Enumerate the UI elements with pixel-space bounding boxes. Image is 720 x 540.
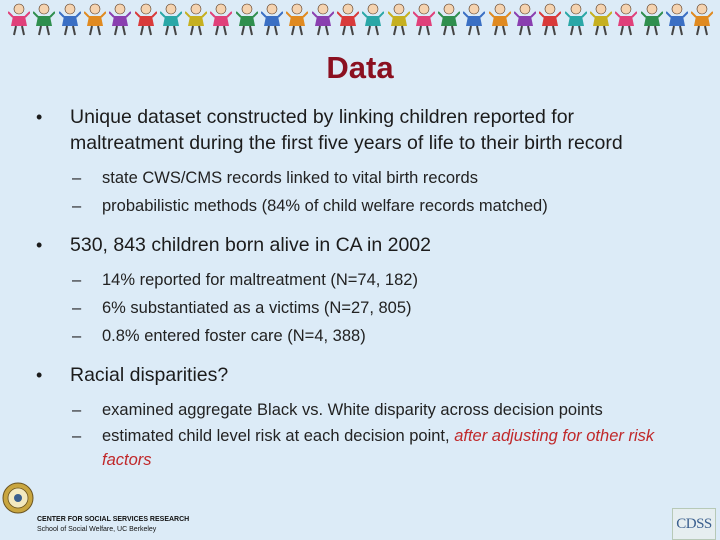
sub-bullet-item: – examined aggregate Black vs. White disparity across decision points	[30, 396, 690, 424]
bullet-item	[30, 232, 690, 258]
child-figure-icon	[261, 2, 283, 36]
child-figure-icon	[590, 2, 612, 36]
child-figure-icon	[160, 2, 182, 36]
sub-bullet-item: – 14% reported for maltreatment (N=74, 182)	[30, 266, 690, 294]
child-figure-icon	[135, 2, 157, 36]
bullet-dot-icon: •	[36, 107, 43, 127]
dash-icon: –	[72, 197, 82, 215]
child-figure-icon	[565, 2, 587, 36]
child-figure-icon	[33, 2, 55, 36]
cdss-logo: CDSS	[672, 508, 716, 540]
child-figure-icon	[489, 2, 511, 36]
slide-content	[30, 104, 690, 472]
child-figure-icon	[236, 2, 258, 36]
child-figure-icon	[337, 2, 359, 36]
bullet-dot-icon: •	[36, 235, 43, 255]
child-figure-icon	[59, 2, 81, 36]
decorative-children-banner	[0, 0, 720, 40]
sub-bullet-item: – 0.8% entered foster care (N=4, 388)	[30, 322, 690, 350]
bullet-text: Unique dataset constructed by linking children reported for maltreatment during the first five years of life to their birth record	[70, 106, 623, 154]
emphasized-text: after adjusting for other risk factors	[102, 427, 655, 469]
child-figure-icon	[438, 2, 460, 36]
child-figure-icon	[8, 2, 30, 36]
child-figure-icon	[362, 2, 384, 36]
dash-icon: –	[72, 327, 82, 345]
bullet-item	[30, 104, 690, 156]
dash-icon: –	[72, 401, 82, 419]
sub-bullet-item: – estimated child level risk at each decision point, after adjusting for other risk factors	[30, 424, 690, 472]
bullet-item	[30, 362, 690, 388]
child-figure-icon	[514, 2, 536, 36]
child-figure-icon	[463, 2, 485, 36]
child-figure-icon	[84, 2, 106, 36]
sub-bullet-item: – 6% substantiated as a victims (N=27, 805)	[30, 294, 690, 322]
child-figure-icon	[691, 2, 713, 36]
university-seal-icon	[2, 482, 34, 514]
child-figure-icon	[109, 2, 131, 36]
dash-icon: –	[72, 299, 82, 317]
dash-icon: –	[72, 271, 82, 289]
child-figure-icon	[286, 2, 308, 36]
child-figure-icon	[413, 2, 435, 36]
sub-bullet-item: – state CWS/CMS records linked to vital birth records	[30, 164, 690, 192]
bullet-text: Racial disparities?	[70, 364, 229, 386]
slide-title: Data	[326, 50, 394, 85]
bullet-text: 530, 843 children born alive in CA in 2002	[70, 234, 431, 256]
child-figure-icon	[312, 2, 334, 36]
child-figure-icon	[210, 2, 232, 36]
bullet-dot-icon: •	[36, 365, 43, 385]
child-figure-icon	[539, 2, 561, 36]
dash-icon: –	[72, 427, 82, 445]
child-figure-icon	[641, 2, 663, 36]
child-figure-icon	[185, 2, 207, 36]
child-figure-icon	[666, 2, 688, 36]
sub-bullet-item: – probabilistic methods (84% of child welfare records matched)	[30, 192, 690, 220]
child-figure-icon	[388, 2, 410, 36]
child-figure-icon	[615, 2, 637, 36]
dash-icon: –	[72, 169, 82, 187]
footer-org: CENTER FOR SOCIAL SERVICES RESEARCH School of Social Welfare, UC Berkeley	[37, 516, 190, 533]
